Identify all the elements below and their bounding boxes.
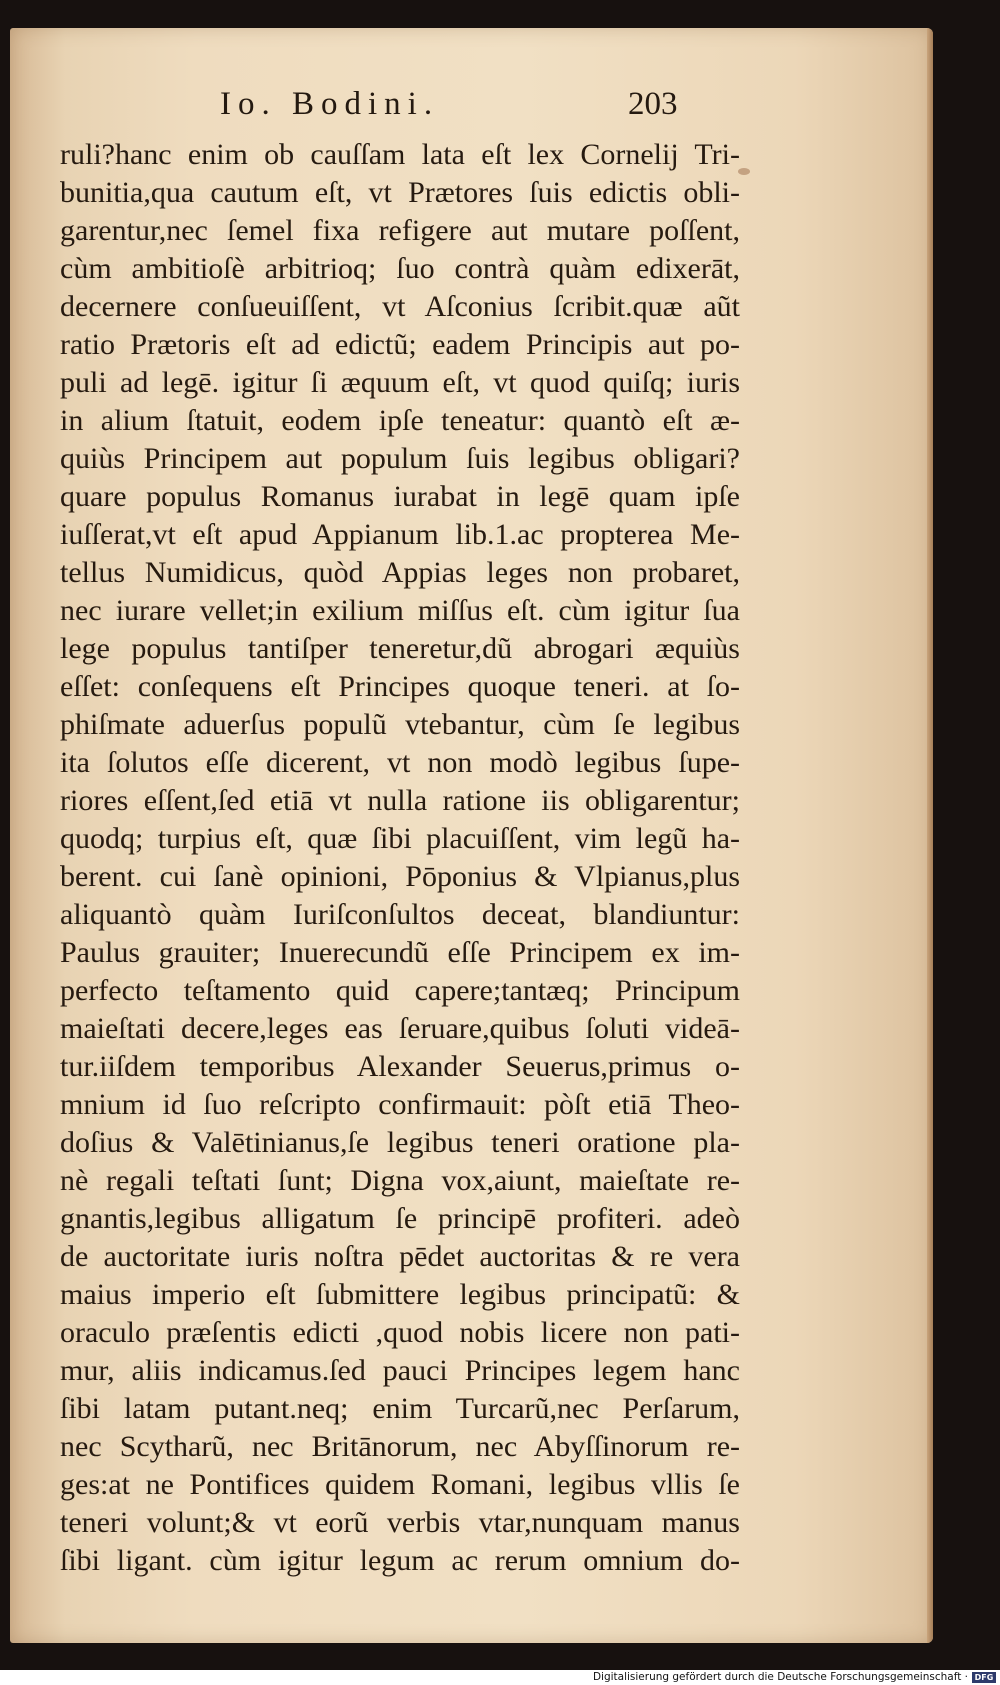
text-line: quiùs Principem aut populum ſuis legibus obligari? — [60, 442, 740, 475]
text-line: iuſſerat,vt eſt apud Appianum lib.1.ac propterea Me- — [60, 518, 740, 551]
text-line: tellus Numidicus, quòd Appias leges non probaret, — [60, 556, 740, 589]
text-line: cùm ambitioſè arbitrioq; ſuo contrà quàm edixerāt, — [60, 252, 740, 285]
page-edge — [927, 28, 933, 1643]
text-line: quodq; turpius eſt, quæ ſibi placuiſſent, vim legũ ha- — [60, 822, 740, 855]
text-line: teneri volunt;& vt eorũ verbis vtar,nunquam manus — [60, 1506, 740, 1539]
text-line: ſibi latam putant.neq; enim Turcarũ,nec Perſarum, — [60, 1392, 740, 1425]
text-line: nec iurare vellet;in exilium miſſus eſt. cùm igitur ſua — [60, 594, 740, 627]
text-line: garentur,nec ſemel fixa refigere aut mutare poſſent, — [60, 214, 740, 247]
text-line: berent. cui ſanè opinioni, Pōponius & Vlpianus,plus — [60, 860, 740, 893]
dfg-logo: DFG — [972, 1672, 996, 1683]
text-line: quare populus Romanus iurabat in legē quam ipſe — [60, 480, 740, 513]
text-line: ratio Prætoris eſt ad edictũ; eadem Principis aut po- — [60, 328, 740, 361]
running-head-title: Io. Bodini. — [220, 86, 440, 122]
text-line: nè regali teſtati ſunt; Digna vox,aiunt, maieſtate re- — [60, 1164, 740, 1197]
text-line: decernere conſueuiſſent, vt Aſconius ſcribit.quæ aũt — [60, 290, 740, 323]
text-line: in alium ſtatuit, eodem ipſe teneatur: quantò eſt æ- — [60, 404, 740, 437]
text-line: ruli?hanc enim ob cauſſam lata eſt lex Cornelij Tri- — [60, 138, 740, 171]
text-line: aliquantò quàm Iuriſconſultos deceat, blandiuntur: — [60, 898, 740, 931]
text-line: oraculo præſentis edicti ,quod nobis licere non pati- — [60, 1316, 740, 1349]
page-number: 203 — [628, 86, 678, 122]
text-line: maieſtati decere,leges eas ſeruare,quibus ſoluti videā- — [60, 1012, 740, 1045]
text-line: bunitia,qua cautum eſt, vt Prætores ſuis edictis obli- — [60, 176, 740, 209]
text-line: mnium id ſuo reſcripto confirmauit: pòſt etiā Theo- — [60, 1088, 740, 1121]
text-line: phiſmate aduerſus populũ vtebantur, cùm ſe legibus — [60, 708, 740, 741]
text-line: puli ad legē. igitur ſi æquum eſt, vt quod quiſq; iuris — [60, 366, 740, 399]
text-line: lege populus tantiſper teneretur,dũ abrogari æquiùs — [60, 632, 740, 665]
text-line: maius imperio eſt ſubmittere legibus principatũ: & — [60, 1278, 740, 1311]
body-text — [60, 136, 740, 1580]
text-line: perfecto teſtamento quid capere;tantæq; Principum — [60, 974, 740, 1007]
text-line: Paulus grauiter; Inuerecundũ eſſe Principem ex im- — [60, 936, 740, 969]
text-line: eſſet: conſequens eſt Principes quoque teneri. at ſo- — [60, 670, 740, 703]
running-head — [10, 86, 933, 126]
funding-credit: Digitalisierung gefördert durch die Deutsche Forschungsgemeinschaft · — [592, 1671, 968, 1683]
text-line: ſibi ligant. cùm igitur legum ac rerum omnium do- — [60, 1544, 740, 1577]
text-line: riores eſſent,ſed etiā vt nulla ratione iis obligarentur; — [60, 784, 740, 817]
text-line: gnantis,legibus alligatum ſe principē profiteri. adeò — [60, 1202, 740, 1235]
digitization-footer — [0, 1670, 1000, 1685]
text-line: doſius & Valētinianus,ſe legibus teneri oratione pla- — [60, 1126, 740, 1159]
text-line: de auctoritate iuris noſtra pēdet auctoritas & re vera — [60, 1240, 740, 1273]
text-line: ita ſolutos eſſe dicerent, vt non modò legibus ſupe- — [60, 746, 740, 779]
text-line: tur.iiſdem temporibus Alexander Seuerus,primus o- — [60, 1050, 740, 1083]
text-line: nec Scytharũ, nec Britānorum, nec Abyſſinorum re- — [60, 1430, 740, 1463]
text-line: mur, aliis indicamus.ſed pauci Principes legem hanc — [60, 1354, 740, 1387]
book-page — [10, 28, 933, 1643]
text-line: ges:at ne Pontifices quidem Romani, legibus vllis ſe — [60, 1468, 740, 1501]
